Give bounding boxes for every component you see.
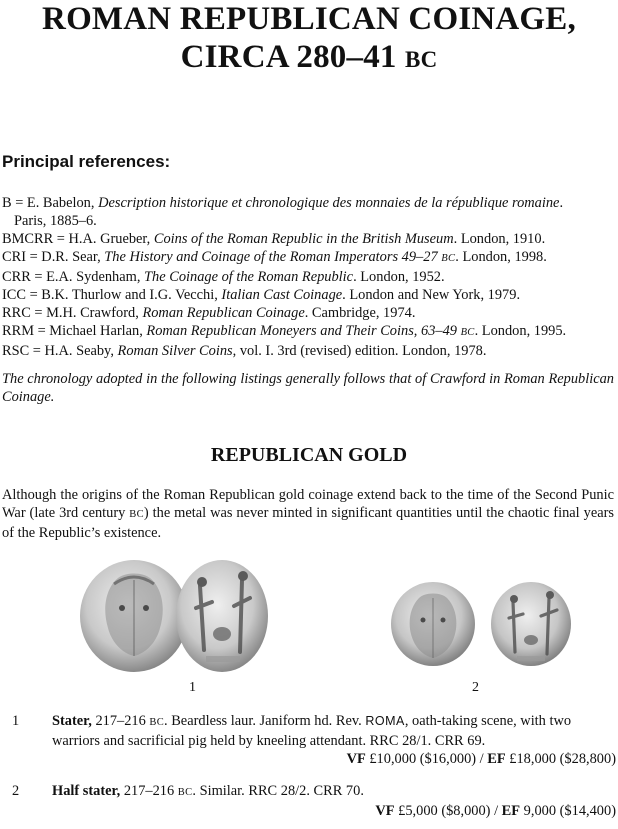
coin-reverse-oath-scene bbox=[491, 582, 571, 666]
intro-text-end: ) the metal was never minted in significant quantities until the chaotic final years of the Republic’s existence. bbox=[2, 505, 614, 541]
reference-item bbox=[2, 304, 614, 322]
reference-title: Italian Cast Coinage bbox=[221, 287, 343, 303]
entry-denomination: Stater, bbox=[52, 713, 92, 729]
reference-item bbox=[2, 248, 614, 268]
grade-ef: EF bbox=[487, 751, 506, 767]
entry-number: 2 bbox=[12, 783, 20, 799]
references-heading: Principal references: bbox=[2, 152, 171, 171]
reference-title: Roman Republican Coinage bbox=[142, 305, 305, 321]
reference-abbr: RRM = Michael Harlan, bbox=[2, 323, 147, 339]
chronology-note: The chronology adopted in the following listings generally follows that of Crawford in Roman Republican Coinage. bbox=[2, 371, 614, 405]
reference-rest: . London, 1910. bbox=[453, 231, 546, 247]
reference-abbr: ICC = B.K. Thurlow and I.G. Vecchi, bbox=[2, 287, 222, 303]
price-ef: 9,000 ($14,400) bbox=[520, 803, 616, 819]
entry-denomination: Half stater, bbox=[52, 783, 121, 799]
entry-description: . Similar. RRC 28/2. CRR 70. bbox=[192, 783, 364, 799]
grade-vf: VF bbox=[375, 803, 395, 819]
reference-item-continuation: Paris, 1885–6. bbox=[14, 213, 97, 229]
reference-abbr: BMCRR = H.A. Grueber, bbox=[2, 231, 154, 247]
entry-description: . Beardless laur. Janiform hd. Rev. bbox=[164, 713, 366, 729]
reference-title: Coins of the Roman Republic in the British Museum bbox=[153, 231, 454, 247]
reference-rest: . London, 1998. bbox=[455, 249, 547, 265]
reference-era: BC bbox=[441, 253, 456, 264]
section-heading: REPUBLICAN GOLD bbox=[210, 444, 408, 466]
reference-rest: . bbox=[559, 195, 564, 211]
reference-item bbox=[2, 194, 614, 212]
entry-date: 217–216 bbox=[91, 713, 150, 729]
entry-text bbox=[52, 712, 616, 768]
reference-rest: . London, 1952. bbox=[353, 269, 445, 285]
grade-vf: VF bbox=[346, 751, 366, 767]
reference-title: The History and Coinage of the Roman Imperators 49–27 bbox=[104, 249, 442, 265]
reference-abbr: RSC = H.A. Seaby, bbox=[2, 343, 118, 359]
entry-date: 217–216 bbox=[120, 783, 178, 799]
reference-rest: , vol. I. 3rd (revised) edition. London, 1978. bbox=[232, 343, 487, 359]
coin-reverse-oath-scene bbox=[176, 560, 268, 672]
entry-era: BC bbox=[177, 787, 193, 798]
entry-prices bbox=[52, 802, 616, 820]
price-ef: £18,000 ($28,800) bbox=[505, 751, 616, 767]
entry-text bbox=[52, 782, 616, 820]
reference-abbr: CRI = D.R. Sear, bbox=[2, 249, 105, 265]
price-vf: £5,000 ($8,000) / bbox=[394, 803, 502, 819]
reference-abbr: B = E. Babelon, bbox=[2, 195, 99, 211]
reference-item bbox=[2, 286, 614, 304]
reference-item bbox=[2, 342, 614, 360]
entry-legend: ROMA bbox=[365, 714, 405, 728]
reference-item bbox=[2, 268, 614, 286]
title-line-2 bbox=[0, 38, 618, 79]
reference-title: Roman Republican Moneyers and Their Coins, 63–49 bbox=[146, 323, 461, 339]
reference-abbr: RRC = M.H. Crawford, bbox=[2, 305, 143, 321]
references-list bbox=[2, 194, 614, 360]
grade-ef: EF bbox=[501, 803, 521, 819]
coin-obverse-janiform-head bbox=[80, 560, 188, 672]
reference-title: The Coinage of the Roman Republic bbox=[144, 269, 354, 285]
entry-number: 1 bbox=[12, 713, 20, 729]
coin-obverse-janiform-head bbox=[391, 582, 475, 666]
page-title bbox=[0, 0, 618, 79]
reference-era: BC bbox=[460, 327, 475, 338]
intro-era: BC bbox=[129, 509, 144, 520]
section-intro bbox=[2, 486, 614, 542]
reference-title: Description historique et chronologique des monnaies de la république romaine bbox=[98, 195, 560, 211]
reference-item bbox=[2, 322, 614, 342]
intro-text: Although the origins of the Roman Republican gold coinage extend back to the time of the Second Punic War (late 3rd century bbox=[2, 487, 614, 521]
reference-title: Roman Silver Coins bbox=[117, 343, 233, 359]
entry-prices bbox=[52, 750, 616, 768]
title-era: BC bbox=[405, 47, 438, 72]
figure-caption: 1 bbox=[189, 680, 196, 695]
reference-item bbox=[2, 230, 614, 248]
coin-figure-1 bbox=[78, 558, 268, 673]
figure-caption: 2 bbox=[472, 680, 479, 695]
reference-rest: . London, 1995. bbox=[474, 323, 567, 339]
price-vf: £10,000 ($16,000) / bbox=[365, 751, 488, 767]
reference-rest: . London and New York, 1979. bbox=[342, 287, 521, 303]
title-period: CIRCA 280–41 bbox=[180, 39, 397, 75]
reference-abbr: CRR = E.A. Sydenham, bbox=[2, 269, 145, 285]
entry-description-end: , oath-taking scene, with two warriors and sacrificial pig held by kneeling attendant. RRC 28/1. CRR 69. bbox=[52, 713, 572, 749]
entry-era: BC bbox=[149, 717, 165, 728]
title-line-1: ROMAN REPUBLICAN COINAGE, bbox=[42, 1, 576, 37]
reference-rest: . Cambridge, 1974. bbox=[304, 305, 416, 321]
coin-figure-2 bbox=[385, 582, 575, 667]
